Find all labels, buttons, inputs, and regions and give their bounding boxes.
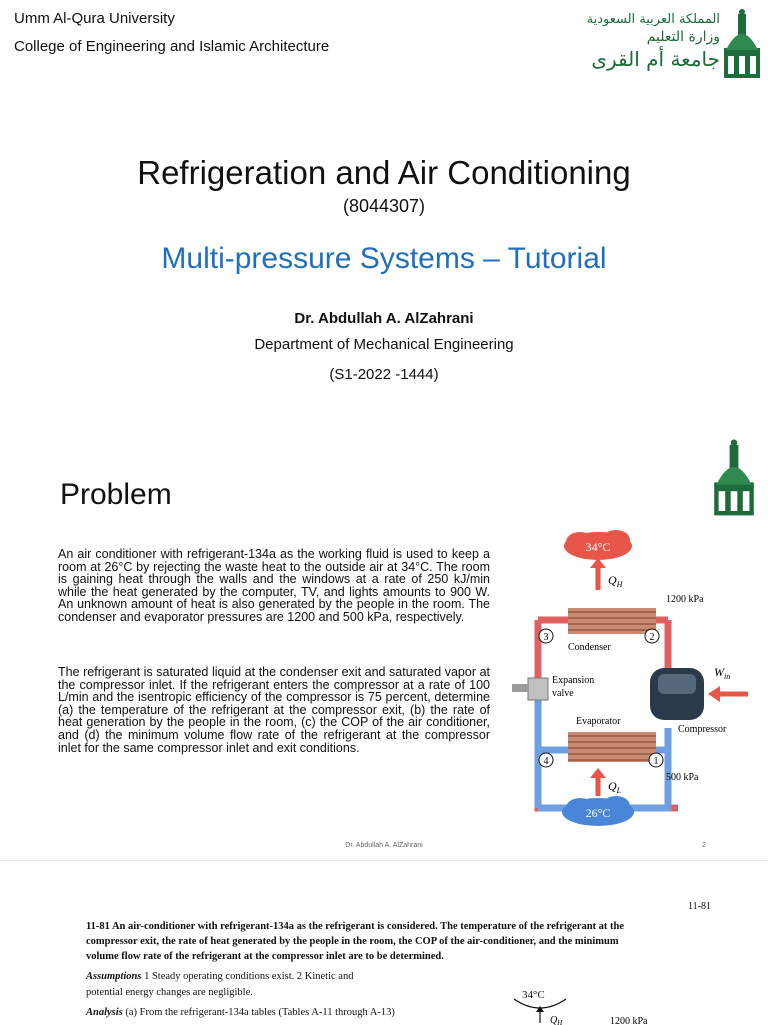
evaporator-label: Evaporator bbox=[576, 716, 621, 727]
problem-number: 11-81 bbox=[688, 901, 711, 912]
high-pressure-label: 1200 kPa bbox=[666, 594, 704, 605]
problem-slide bbox=[0, 420, 768, 860]
expansion-valve-icon bbox=[512, 678, 548, 700]
low-pressure-label: 500 kPa bbox=[666, 772, 699, 783]
ql-label: $Q_L$ bbox=[608, 779, 622, 795]
arabic-header bbox=[540, 12, 720, 71]
expansion-label-1: Expansion bbox=[552, 675, 595, 686]
arabic-ministry: وزارة التعليم bbox=[646, 29, 720, 45]
condenser-label: Condenser bbox=[568, 642, 611, 653]
presentation-title: Refrigeration and Air Conditioning bbox=[137, 154, 631, 191]
mini-pressure-label: 1200 kPa bbox=[610, 1016, 648, 1025]
mini-diagram-fragment bbox=[510, 997, 760, 1025]
svg-text:1: 1 bbox=[653, 756, 659, 767]
refrigeration-cycle-diagram bbox=[498, 528, 768, 828]
mini-qh-label: $Q_H$ bbox=[550, 1015, 563, 1025]
state-marker-1 bbox=[649, 753, 663, 767]
problem-paragraph-2: The refrigerant is saturated liquid at the condenser exit and saturated vapor at the compressor inlet. If the refrigerant enters the compressor at a rate of 100 L/min and the isentropic efficiency of the compressor is 75 percent, determine (a) the temperature of the refrigerant at the compressor exit, (b) the rate of heat generation by the people in the room, (c) the COP of the air conditioner, and (d) the minimum volume flow rate of the refrigerant at the compressor inlet for the same compressor inlet and exit conditions. bbox=[58, 665, 490, 755]
state-marker-2 bbox=[645, 629, 659, 643]
cold-temp-label: 26°C bbox=[585, 806, 611, 820]
solution-line-3: volume flow rate of the refrigerant at the compressor inlet are to be determined. bbox=[86, 951, 444, 962]
solution-line-1: 11-81 An air-conditioner with refrigerant-134a as the refrigerant is considered. The temperature of the refrigerant at the bbox=[86, 921, 625, 932]
university-name: Umm Al-Qura University bbox=[14, 10, 175, 27]
hot-temp-label: 34°C bbox=[585, 540, 611, 554]
svg-text:4: 4 bbox=[543, 756, 549, 767]
department-name: Department of Mechanical Engineering bbox=[254, 336, 514, 353]
state-marker-3 bbox=[539, 629, 553, 643]
course-code: (8044307) bbox=[342, 196, 426, 216]
slide-footer-name: Dr. Abdullah A. AlZahrani bbox=[345, 842, 423, 849]
analysis-line: Analysis (a) From the refrigerant-134a tables (Tables A-11 through A-13) bbox=[86, 1007, 395, 1018]
svg-text:3: 3 bbox=[543, 632, 549, 643]
problem-paragraph-1: An air conditioner with refrigerant-134a as the working fluid is used to keep a room at 26°C by rejecting the waste heat to the outside air at 34°C. The room is gaining heat through the walls and the windows at a rate of 250 kJ/min while the heat generated by the computer, TV, and lights amounts to 900 W. An unknown amount of heat is also generated by the people in the room. The condenser and evaporator pressures are 1200 and 500 kPa, respectively. bbox=[58, 547, 490, 624]
author-name: Dr. Abdullah A. AlZahrani bbox=[294, 310, 474, 327]
assumptions-line-2: potential energy changes are negligible. bbox=[86, 987, 253, 998]
win-label: $W_{in}$ bbox=[714, 665, 731, 681]
state-marker-4 bbox=[539, 753, 553, 767]
university-logo-icon bbox=[722, 8, 762, 80]
compressor-icon bbox=[650, 668, 704, 720]
solution-slide bbox=[0, 860, 768, 1025]
svg-text:2: 2 bbox=[649, 632, 655, 643]
qh-label: $Q_H$ bbox=[608, 573, 623, 589]
title-slide bbox=[0, 0, 768, 420]
arabic-kingdom: المملكة العربية السعودية bbox=[586, 12, 720, 27]
mini-diagram-temp: 34°C bbox=[522, 989, 545, 1001]
presentation-subtitle: Multi-pressure Systems – Tutorial bbox=[161, 242, 607, 275]
arabic-university: جامعة أم القرى bbox=[591, 47, 720, 71]
evaporator-coil bbox=[568, 732, 656, 762]
university-logo-icon bbox=[712, 438, 756, 518]
term-label: (S1-2022 -1444) bbox=[329, 366, 439, 383]
slide-page-number: 2 bbox=[702, 842, 706, 849]
compressor-label: Compressor bbox=[678, 724, 727, 735]
assumptions-line: Assumptions 1 Steady operating conditions exist. 2 Kinetic and bbox=[86, 971, 354, 982]
problem-heading: Problem bbox=[60, 478, 172, 511]
condenser-coil bbox=[568, 608, 656, 634]
expansion-label-2: valve bbox=[552, 688, 574, 699]
college-name: College of Engineering and Islamic Architecture bbox=[14, 38, 330, 55]
solution-line-2: compressor exit, the rate of heat generated by the people in the room, the COP of the air-conditioner, and the minimum bbox=[86, 936, 619, 947]
